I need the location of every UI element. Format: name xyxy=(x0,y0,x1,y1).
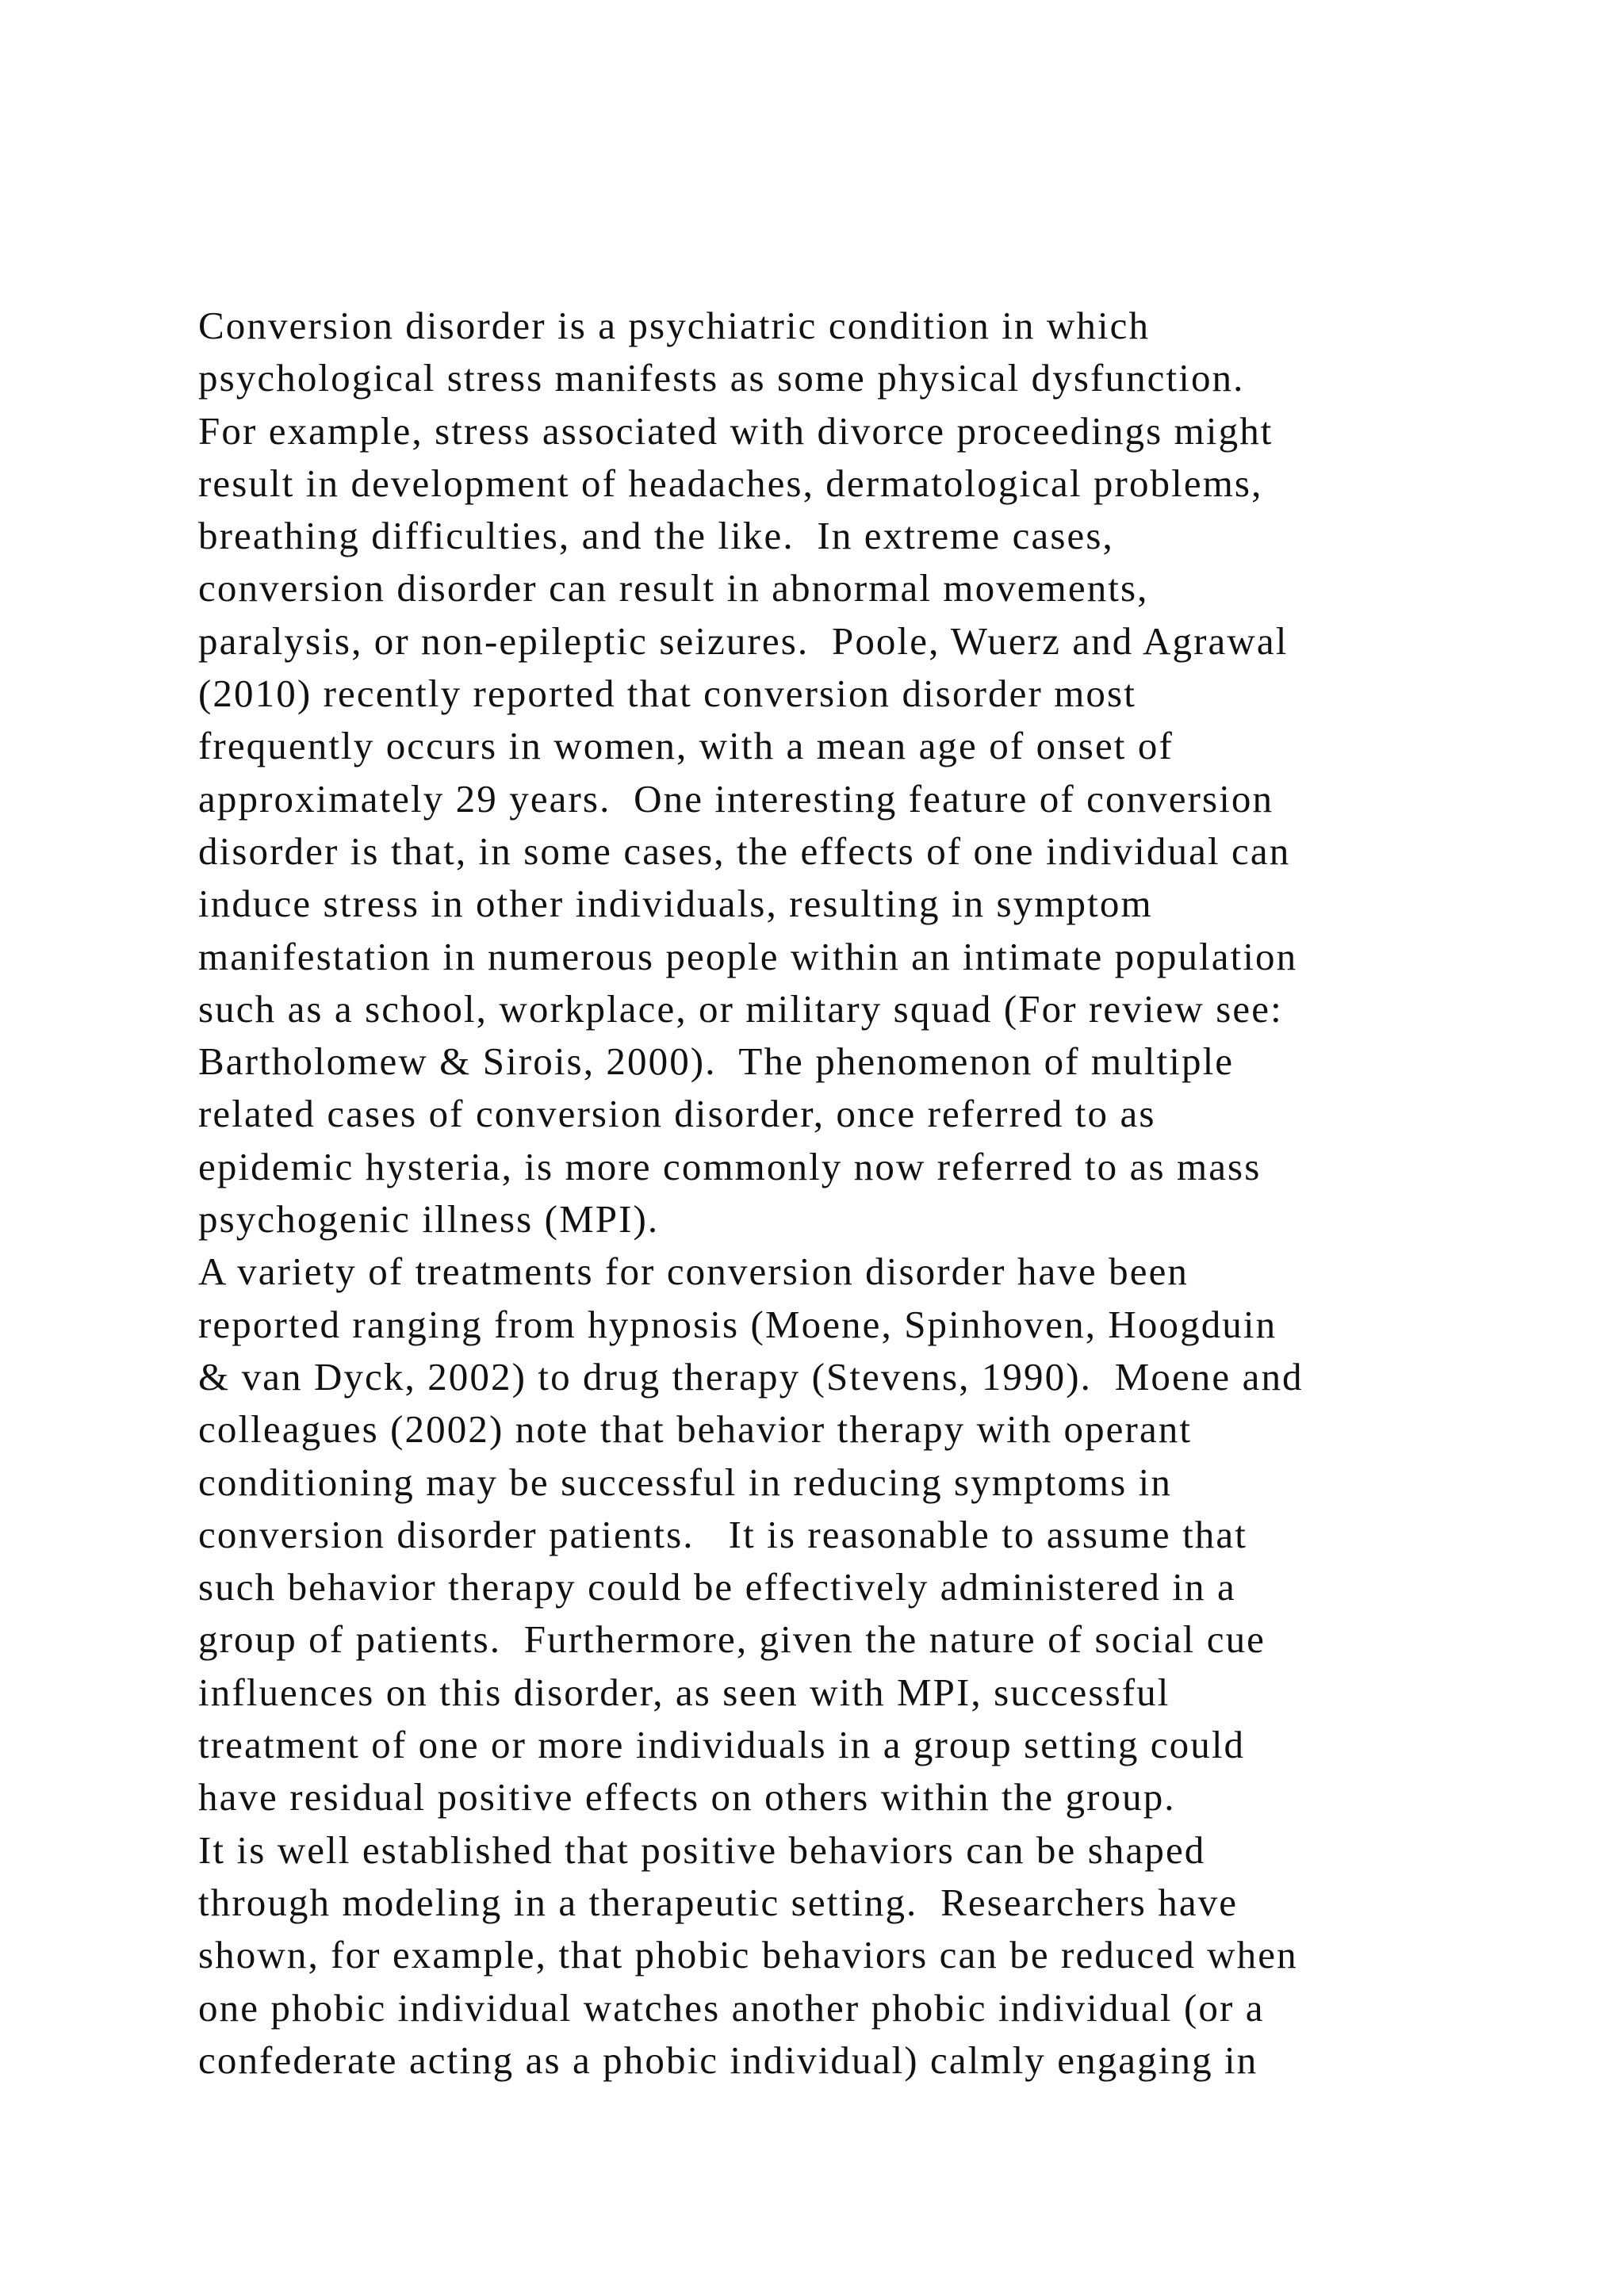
text-line: through modeling in a therapeutic setting. Researchers have xyxy=(198,1880,1239,1924)
text-line: psychological stress manifests as some physical dysfunction. xyxy=(198,356,1245,400)
text-line: shown, for example, that phobic behaviors can be reduced when xyxy=(198,1933,1298,1977)
body-text xyxy=(198,300,1499,2087)
text-line: paralysis, or non-epileptic seizures. Poole, Wuerz and Agrawal xyxy=(198,618,1289,663)
text-line: conditioning may be successful in reducing symptoms in xyxy=(198,1460,1172,1504)
text-line: related cases of conversion disorder, once referred to as xyxy=(198,1092,1156,1136)
text-line: frequently occurs in women, with a mean age of onset of xyxy=(198,724,1174,768)
text-line: such as a school, workplace, or military squad (For review see: xyxy=(198,986,1283,1031)
text-line: such behavior therapy could be effectively administered in a xyxy=(198,1565,1236,1609)
text-line: approximately 29 years. One interesting feature of conversion xyxy=(198,776,1274,821)
text-line: & van Dyck, 2002) to drug therapy (Stevens, 1990). Moene and xyxy=(198,1354,1304,1399)
text-line: result in development of headaches, dermatological problems, xyxy=(198,461,1263,505)
text-line: Bartholomew & Sirois, 2000). The phenomenon of multiple xyxy=(198,1039,1235,1084)
text-line: epidemic hysteria, is more commonly now referred to as mass xyxy=(198,1144,1262,1188)
text-line: one phobic individual watches another phobic individual (or a xyxy=(198,1985,1265,2030)
text-line: have residual positive effects on others within the group. xyxy=(198,1775,1176,1820)
text-line: colleagues (2002) note that behavior therapy with operant xyxy=(198,1407,1193,1452)
text-line: treatment of one or more individuals in a group setting could xyxy=(198,1723,1246,1767)
text-line: conversion disorder can result in abnormal movements, xyxy=(198,566,1149,610)
text-line: For example, stress associated with divorce proceedings might xyxy=(198,408,1274,453)
text-line: confederate acting as a phobic individual) calmly engaging in xyxy=(198,2038,1258,2082)
text-line: disorder is that, in some cases, the effects of one individual can xyxy=(198,828,1291,873)
text-line: A variety of treatments for conversion disorder have been xyxy=(198,1249,1189,1294)
text-line: influences on this disorder, as seen with MPI, successful xyxy=(198,1670,1170,1714)
text-line: group of patients. Furthermore, given the nature of social cue xyxy=(198,1617,1266,1662)
text-line: (2010) recently reported that conversion disorder most xyxy=(198,672,1136,716)
text-line: conversion disorder patients. It is reasonable to assume that xyxy=(198,1512,1247,1556)
text-line: Conversion disorder is a psychiatric condition in which xyxy=(198,304,1151,347)
text-line: reported ranging from hypnosis (Moene, Spinhoven, Hoogduin xyxy=(198,1302,1277,1346)
text-line: induce stress in other individuals, resulting in symptom xyxy=(198,882,1153,926)
text-line: breathing difficulties, and the like. In extreme cases, xyxy=(198,514,1114,558)
text-line: manifestation in numerous people within an intimate population xyxy=(198,934,1298,978)
text-line: It is well established that positive behaviors can be shaped xyxy=(198,1827,1206,1872)
text-line: psychogenic illness (MPI). xyxy=(198,1197,660,1242)
